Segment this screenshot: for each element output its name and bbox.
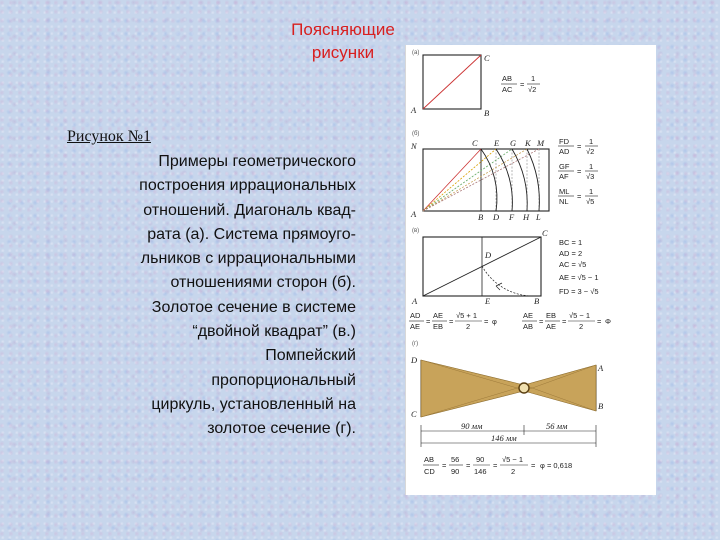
caption-line: “двойной квадрат” (в.) — [192, 323, 356, 341]
formula-numerator: √5 + 1 — [456, 311, 478, 320]
panel-g-point-b: B — [598, 401, 604, 411]
formula-denominator: AB — [523, 322, 534, 331]
formula-denominator: AD — [559, 147, 570, 156]
formula-equals: = — [577, 142, 582, 151]
panel-v-equation: FD = 3 − √5 — [559, 287, 599, 296]
panel-b-diagonal — [423, 149, 496, 211]
panel-b-top-point: M — [537, 138, 545, 148]
formula-equals: = — [426, 317, 431, 326]
panel-a-tag: (а) — [412, 50, 420, 56]
panel-b-point-a: A — [411, 209, 417, 219]
panel-a-point-c: C — [484, 53, 490, 63]
formula-numerator: FD — [559, 137, 569, 146]
formula-denominator: 2 — [511, 467, 516, 476]
panel-b-diagonal — [423, 149, 527, 211]
formula-numerator: AE — [523, 311, 534, 320]
formula-numerator: √5 − 1 — [569, 311, 591, 320]
formula-denominator: 2 — [579, 322, 584, 331]
formula-numerator: 1 — [589, 137, 594, 146]
formula-denominator: √3 — [586, 172, 595, 181]
panel-v-arc — [482, 266, 537, 296]
formula-numerator: 1 — [531, 74, 536, 83]
formula-numerator: AB — [502, 74, 513, 83]
panel-b-arc — [527, 149, 539, 211]
panel-b-arc — [512, 149, 527, 211]
geometry-figure-panel — [405, 45, 656, 495]
formula-numerator: ML — [559, 187, 570, 196]
panel-g-point-c: C — [411, 409, 417, 419]
slide-title-line-1: Поясняющие — [291, 20, 395, 39]
panel-b-top-point: C — [472, 138, 478, 148]
caption-line: рата (а). Система прямоуго- — [147, 225, 356, 243]
formula-equals: = — [484, 317, 489, 326]
caption-line: льников с иррациональными — [140, 250, 356, 268]
panel-b-bottom-point: B — [478, 212, 484, 222]
panel-b-bottom-point: L — [536, 212, 541, 222]
formula-equals: = — [493, 461, 498, 470]
formula-equals: = — [577, 192, 582, 201]
formula-numerator: 1 — [589, 187, 594, 196]
formula-equals: = — [562, 317, 567, 326]
formula-numerator: AE — [433, 311, 444, 320]
panel-b-top-point: K — [525, 138, 531, 148]
panel-v-tag: (в) — [412, 228, 420, 234]
formula-denominator: 2 — [466, 322, 471, 331]
caption-line: Примеры геометрического — [158, 153, 356, 170]
formula-numerator: 90 — [476, 455, 485, 464]
formula-equals: = — [520, 80, 525, 89]
formula-numerator: GF — [559, 162, 570, 171]
compass-icon — [421, 360, 596, 417]
panel-b-formula — [558, 187, 598, 206]
panel-a-point-a: A — [411, 105, 417, 115]
caption-line: отношений. Диагональ квад- — [143, 201, 356, 219]
formula-numerator: EB — [546, 311, 557, 320]
panel-b-top-point: E — [494, 138, 500, 148]
caption-line: циркуль, установленный на — [151, 395, 356, 413]
panel-a-formula — [501, 74, 540, 94]
panel-v-point-a: A — [412, 296, 418, 306]
formula-denominator: NL — [559, 197, 569, 206]
caption-line: золотое сечение (г). — [207, 420, 356, 438]
formula-numerator: AB — [424, 455, 435, 464]
slide-title-line-2: рисунки — [311, 43, 375, 62]
panel-v-point-e: E — [485, 296, 491, 306]
formula-equals: = — [442, 461, 447, 470]
formula-denominator: CD — [424, 467, 435, 476]
panel-b-top-point: G — [510, 138, 517, 148]
caption-line: Помпейский — [265, 347, 356, 365]
figure-caption — [60, 150, 356, 442]
panel-g-compass — [410, 341, 604, 476]
compass-pivot-icon — [519, 383, 529, 393]
formula-equals: = — [577, 167, 582, 176]
formula-denominator: AF — [559, 172, 569, 181]
formula-result: φ — [492, 317, 497, 326]
formula-denominator: AE — [410, 322, 421, 331]
panel-b-rectangles — [410, 131, 598, 222]
panel-b-formula — [558, 137, 598, 156]
formula-denominator: 146 — [474, 467, 487, 476]
panel-b-bottom-point: H — [523, 212, 530, 222]
formula-equals: = — [531, 461, 536, 470]
panel-v-equation: AC = √5 — [559, 260, 587, 269]
dimension-label-left: 90 мм — [461, 421, 483, 431]
panel-g-point-a: A — [598, 363, 604, 373]
panel-v-formula-left — [409, 311, 497, 331]
formula-denominator: AE — [546, 322, 557, 331]
panel-g-point-d: D — [411, 355, 418, 365]
panel-a-square-diagonal — [410, 50, 540, 118]
panel-b-outer-rect — [423, 149, 549, 211]
formula-numerator: 1 — [589, 162, 594, 171]
formula-numerator: AD — [410, 311, 421, 320]
panel-g-tag: (г) — [412, 341, 419, 347]
panel-g-formula — [423, 455, 572, 476]
caption-line: построения иррациональных — [139, 177, 356, 195]
dimension-label-total: 146 мм — [491, 433, 517, 443]
formula-equals: = — [449, 317, 454, 326]
formula-numerator: 56 — [451, 455, 460, 464]
caption-line: отношениями сторон (б). — [170, 274, 356, 292]
dimension-label-right: 56 мм — [546, 421, 568, 431]
formula-equals: = — [597, 317, 602, 326]
panel-b-point-n: N — [411, 141, 417, 151]
caption-line: Золотое сечение в системе — [151, 298, 356, 316]
formula-denominator: EB — [433, 322, 444, 331]
formula-equals: = — [466, 461, 471, 470]
panel-v-formula-right — [522, 311, 611, 331]
panel-v-equation: BC = 1 — [559, 238, 583, 247]
formula-result: φ = 0,618 — [540, 461, 573, 470]
formula-denominator: 90 — [451, 467, 460, 476]
panel-a-point-b: B — [484, 108, 490, 118]
formula-result: Φ — [605, 317, 611, 326]
panel-v-point-d: D — [485, 250, 492, 260]
figure-label: Рисунок №1 — [67, 128, 151, 145]
panel-b-tag: (б) — [412, 131, 420, 137]
formula-equals: = — [539, 317, 544, 326]
formula-denominator: √5 — [586, 197, 595, 206]
panel-b-formula — [558, 162, 598, 181]
panel-v-double-square — [409, 228, 611, 331]
panel-b-diagonal — [423, 149, 481, 211]
caption-line: пропорциональный — [211, 371, 356, 389]
panel-b-arc — [481, 149, 497, 211]
panel-a-diagonal — [423, 55, 481, 109]
formula-numerator: √5 − 1 — [502, 455, 524, 464]
formula-denominator: AC — [502, 85, 513, 94]
formula-denominator: √2 — [528, 85, 537, 94]
panel-v-point-c: C — [542, 228, 548, 238]
panel-v-point-b: B — [534, 296, 540, 306]
panel-b-bottom-point: F — [509, 212, 515, 222]
panel-b-bottom-point: D — [493, 212, 500, 222]
panel-v-equation: AD = 2 — [559, 249, 583, 258]
formula-denominator: √2 — [586, 147, 595, 156]
slide-title — [268, 18, 418, 64]
panel-b-diagonal — [423, 149, 512, 211]
panel-v-equation: AE = √5 − 1 — [559, 273, 599, 282]
geometry-figure — [406, 45, 656, 495]
